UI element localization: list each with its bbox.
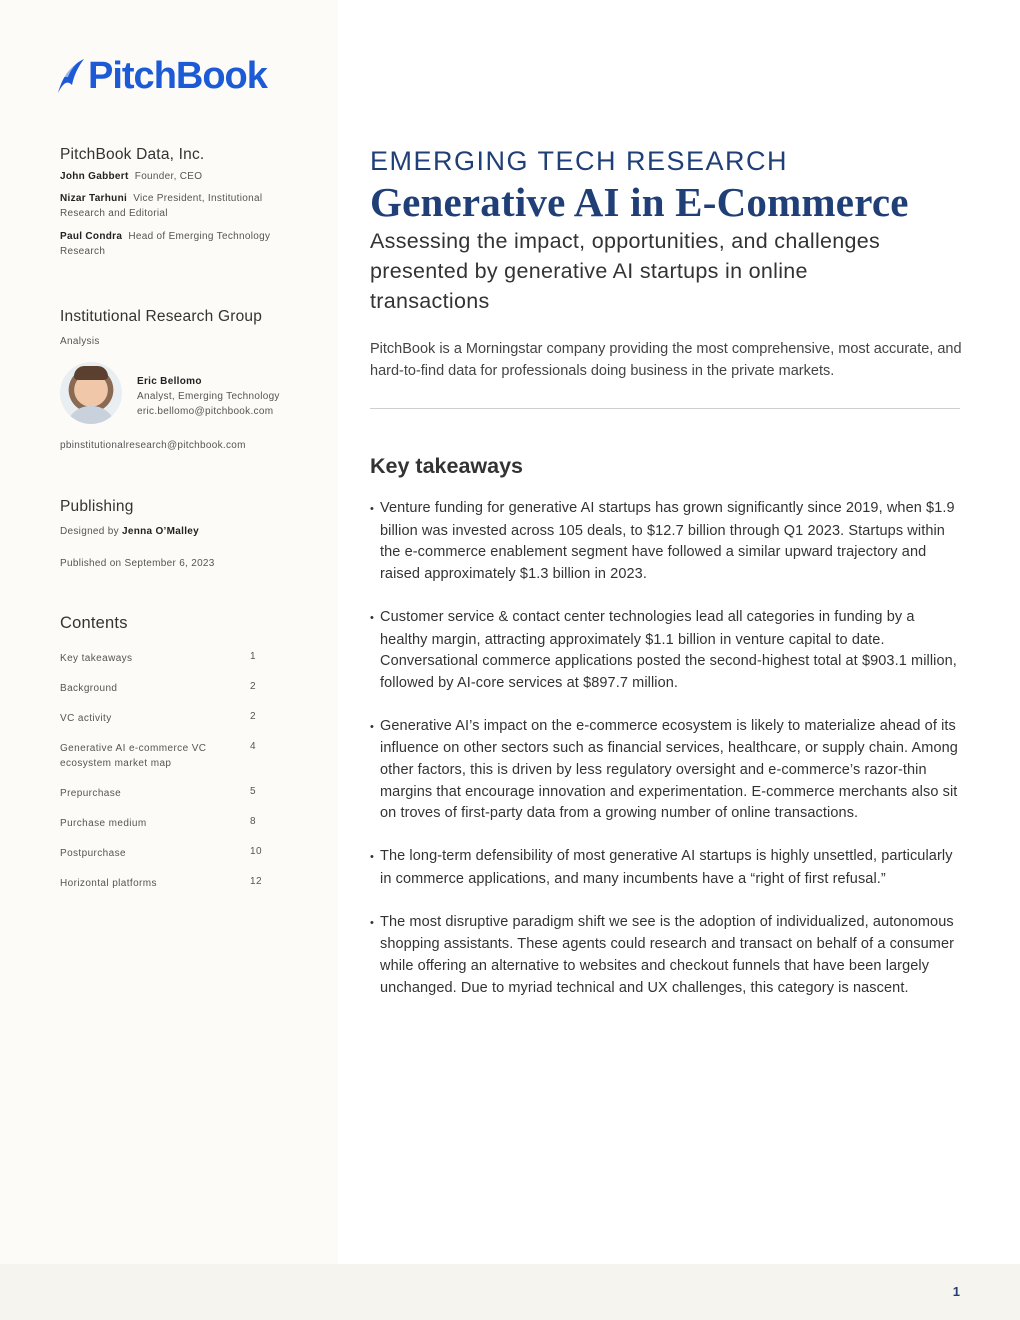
analyst-name: Eric Bellomo	[137, 376, 202, 387]
toc-item-title: Horizontal platforms	[60, 878, 157, 889]
designed-by	[60, 524, 300, 539]
report-kicker: EMERGING TECH RESEARCH	[370, 146, 789, 176]
research-group-heading: Institutional Research Group	[60, 308, 263, 325]
key-takeaways-list	[370, 498, 960, 1020]
toc-item[interactable]	[60, 651, 270, 666]
research-group-sub: Analysis	[60, 336, 100, 347]
publishing-block	[60, 498, 300, 571]
report-subtitle: Assessing the impact, opportunities, and challenges presented by generative AI startups in online transactions	[370, 229, 881, 313]
analyst-title: Analyst, Emerging Technology	[137, 391, 280, 402]
toc-item[interactable]	[60, 786, 270, 801]
toc-item-title: VC activity	[60, 713, 112, 724]
designed-prefix: Designed by	[60, 526, 119, 537]
designer-name: Jenna O’Malley	[122, 526, 200, 537]
toc-item-page: 5	[250, 786, 256, 797]
toc-item-page: 2	[250, 711, 256, 722]
divider	[370, 408, 960, 409]
table-of-contents	[60, 614, 270, 891]
toc-item[interactable]	[60, 681, 270, 696]
contents-heading: Contents	[60, 614, 128, 632]
analyst-email[interactable]: eric.bellomo@pitchbook.com	[137, 406, 274, 417]
toc-item-page: 4	[250, 741, 256, 752]
toc-item[interactable]	[60, 876, 270, 891]
company-block	[60, 146, 300, 259]
about-pitchbook: PitchBook is a Morningstar company providing the most comprehensive, most accurate, and hard-to-find data for professionals doing business in the private markets.	[370, 341, 962, 379]
toc-item-page: 10	[250, 846, 262, 857]
person-ceo	[60, 169, 300, 184]
pitchbook-logo-icon	[54, 57, 88, 95]
page-number: 1	[952, 1284, 960, 1299]
person-vp	[60, 191, 300, 221]
published-date: Published on September 6, 2023	[60, 558, 215, 569]
toc-item-title: Prepurchase	[60, 788, 122, 799]
person-role: Head of Emerging Technology Research	[60, 231, 271, 257]
takeaway-item: • The most disruptive paradigm shift we see is the adoption of individualized, autonomous shopping assistants. These agents could research and transact on behalf of a consumer while offering an alternative to websites and checkout funnels that have been largely unchanged. Due to myriad technical and UX challenges, this category is nascent.	[370, 912, 960, 1000]
toc-item-page: 12	[250, 876, 262, 887]
toc-item[interactable]	[60, 846, 270, 861]
takeaway-item: • Customer service & contact center technologies lead all categories in funding by a healthy margin, attracting approximately $1.1 billion in venture capital to date. Conversational commerce applications posted the second-highest total at $903.1 million, followed by AI-core services at $897.7 million.	[370, 607, 960, 695]
toc-item-page: 1	[250, 651, 256, 662]
toc-item-title: Background	[60, 683, 118, 694]
person-name: Nizar Tarhuni	[60, 193, 128, 204]
analyst-info	[137, 374, 280, 419]
toc-item-title: Postpurchase	[60, 848, 126, 859]
avatar	[60, 362, 122, 424]
logo-text: PitchBook	[88, 54, 267, 97]
analyst-card	[60, 362, 320, 426]
takeaway-item: • The long-term defensibility of most generative AI startups is highly unsettled, particularly in commerce applications, and many incumbents have a “right of first refusal.”	[370, 846, 960, 890]
publishing-heading: Publishing	[60, 498, 134, 515]
takeaway-item: • Generative AI’s impact on the e-commerce ecosystem is likely to materialize ahead of its influence on other sectors such as financial services, healthcare, or supply chain. Among other factors, this is driven by less regulatory oversight and e-commerce’s razor-thin margins that encourage innovation and experimentation. E-commerce merchants also sit on troves of first-party data from a growing number of online transactions.	[370, 716, 960, 826]
group-email[interactable]: pbinstitutionalresearch@pitchbook.com	[60, 440, 246, 451]
person-role: Vice President, Institutional Research and Editorial	[60, 193, 263, 219]
toc-item-page: 2	[250, 681, 256, 692]
company-name: PitchBook Data, Inc.	[60, 146, 205, 163]
toc-item-title: Purchase medium	[60, 818, 147, 829]
person-name: Paul Condra	[60, 231, 123, 242]
person-role: Founder, CEO	[134, 171, 203, 182]
person-name: John Gabbert	[60, 171, 129, 182]
toc-item-page: 8	[250, 816, 256, 827]
report-title: Generative AI in E-Commerce	[370, 179, 909, 225]
footer-band	[0, 1264, 1020, 1320]
toc-item-title: Key takeaways	[60, 653, 133, 664]
avatar-shirt	[66, 406, 116, 424]
toc-item[interactable]	[60, 741, 270, 771]
avatar-hair	[74, 366, 108, 380]
pitchbook-logo[interactable]	[54, 56, 267, 96]
research-group-block	[60, 308, 300, 349]
key-takeaways-heading: Key takeaways	[370, 454, 523, 478]
takeaway-item: • Venture funding for generative AI startups has grown significantly since 2019, when $1.9 billion was invested across 105 deals, to $12.7 billion through Q1 2023. Startups within the e-commerce enablement segment have followed a similar upward trajectory and raised approximately $1.3 billion in 2023.	[370, 498, 960, 586]
person-head	[60, 229, 300, 259]
toc-item-title: Generative AI e-commerce VC ecosystem market map	[60, 743, 207, 769]
toc-item[interactable]	[60, 816, 270, 831]
toc-item[interactable]	[60, 711, 270, 726]
